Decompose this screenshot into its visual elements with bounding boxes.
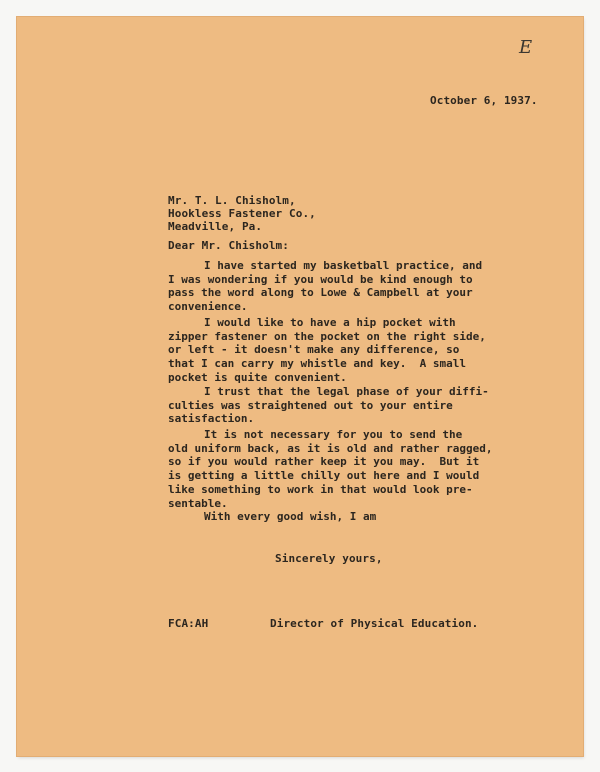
paragraph-line: so if you would rather keep it you may. But it bbox=[168, 455, 480, 469]
paragraph-4 bbox=[168, 428, 493, 510]
paragraph-line: I would like to have a hip pocket with bbox=[204, 316, 456, 329]
paragraph-line: sentable. bbox=[168, 496, 228, 510]
paragraph-line: With every good wish, I am bbox=[204, 510, 377, 523]
paragraph-line: satisfaction. bbox=[168, 412, 255, 426]
paragraph-line: is getting a little chilly out here and I would bbox=[168, 469, 480, 483]
paragraph-line: convenience. bbox=[168, 300, 248, 314]
handwritten-mark: E bbox=[519, 37, 533, 58]
paragraph-1 bbox=[168, 259, 482, 314]
paragraph-line: old uniform back, as it is old and rather ragged, bbox=[168, 441, 493, 455]
paragraph-line: It is not necessary for you to send the bbox=[204, 428, 463, 441]
closing: Sincerely yours, bbox=[275, 552, 383, 565]
letter-date: October 6, 1937. bbox=[430, 94, 538, 107]
signature-title: Director of Physical Education. bbox=[270, 617, 479, 630]
paragraph-line: like something to work in that would look pre- bbox=[168, 482, 473, 496]
paragraph-line: pocket is quite convenient. bbox=[168, 370, 347, 384]
paragraph-line: culties was straightened out to your entire bbox=[168, 398, 453, 412]
salutation: Dear Mr. Chisholm: bbox=[168, 239, 290, 252]
paragraph-line: that I can carry my whistle and key. A small bbox=[168, 357, 467, 371]
recipient-company: Hookless Fastener Co., bbox=[168, 207, 316, 220]
paragraph-line: or left - it doesn't make any difference, so bbox=[168, 343, 460, 357]
recipient-city: Meadville, Pa. bbox=[168, 220, 263, 233]
paragraph-line: zipper fastener on the pocket on the right side, bbox=[168, 329, 486, 343]
paragraph-line: I was wondering if you would be kind enough to bbox=[168, 272, 473, 286]
reference-initials: FCA:AH bbox=[168, 617, 209, 630]
paragraph-line: pass the word along to Lowe & Campbell at your bbox=[168, 286, 473, 300]
paragraph-3 bbox=[168, 385, 489, 426]
paragraph-2 bbox=[168, 316, 486, 385]
paragraph-line: I have started my basketball practice, and bbox=[204, 259, 483, 272]
paragraph-line: I trust that the legal phase of your diffi- bbox=[204, 385, 489, 398]
recipient-name: Mr. T. L. Chisholm, bbox=[168, 194, 296, 207]
paragraph-5 bbox=[168, 510, 376, 524]
